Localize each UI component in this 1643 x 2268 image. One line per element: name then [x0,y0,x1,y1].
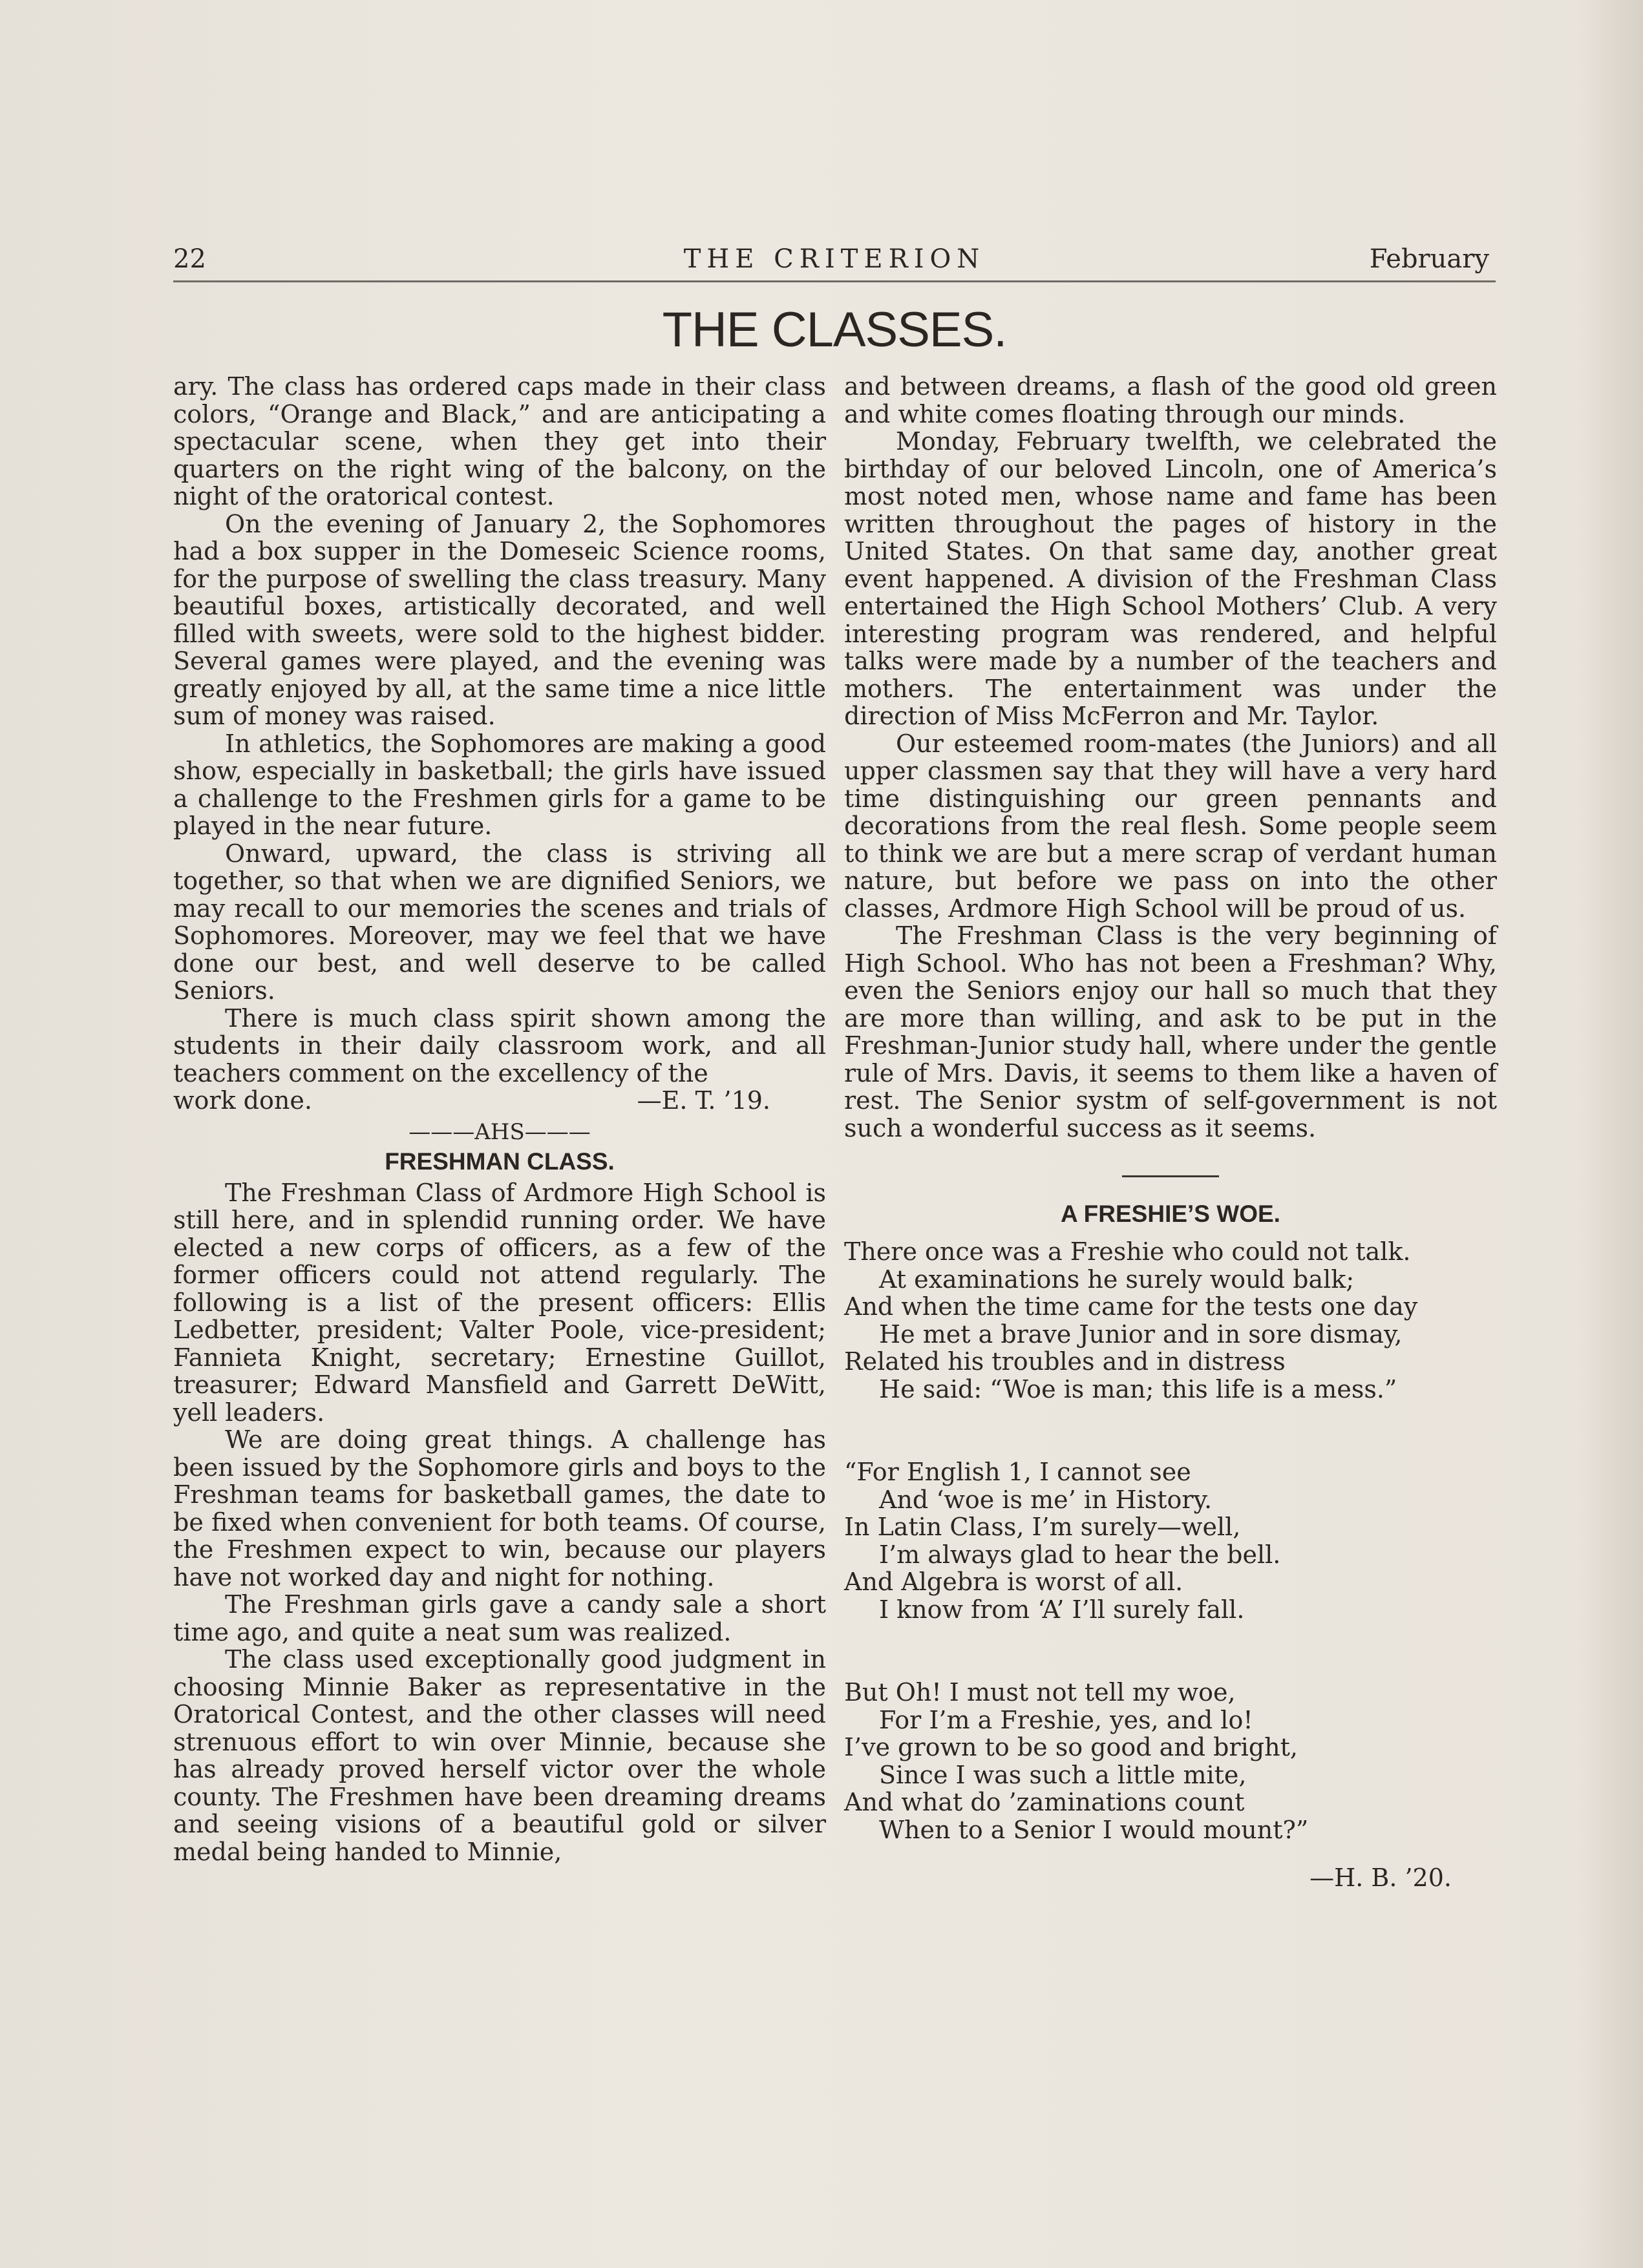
poem-line: There once was a Freshie who could not talk. [844,1237,1411,1266]
poem-line: And when the time came for the tests one day [844,1292,1418,1321]
poem-stanza-1 [844,1238,1497,1403]
freshman-beginning-paragraph: The Freshman Class is the very beginning of High School. Who has not been a Freshman? Why, even the Seniors enjoy our hall so much that they are more than willing, and ask to be put in the Freshman-Junior study hall, where under the gentle rule of Mrs. Davis, it seems to them like a haven of rest. The Senior systm of self-government is not such a wonderful success as it seems. [844,921,1497,1142]
poem-line: Since I was such a little mite, [879,1760,1247,1789]
poem-title: A FRESHIE’S WOE. [1061,1201,1280,1227]
left-column [173,373,826,1865]
freshman-officers-paragraph: The Freshman Class of Ardmore High School is still here, and in splendid running order. We have elected a new corps of officers, as a few of the former officers could not attend regularly. The following is a list of the present officers: Ellis Ledbetter, president; Valter Poole, vice-president; Fannieta Knight, secretary; Ernestine Guillot, treasurer; Edward Mansfield and Garrett DeWitt, yell leaders. [173,1178,826,1427]
sophomore-signature-line [173,1087,826,1115]
freshman-dreams-paragraph: and between dreams, a flash of the good old green and white comes floating through our minds. [844,372,1497,428]
freshman-challenge-paragraph: We are doing great things. A challenge has been issued by the Sophomore girls and boys to the Freshman teams for basketball games, the date to be fixed when convenient for both teams. Of course, the Freshmen expect to win, because our players have not worked day and night for nothing. [173,1425,826,1591]
poem-line: “For English 1, I cannot see [844,1458,1191,1486]
room-mates-paragraph: Our esteemed room-mates (the Juniors) and all upper classmen say that they will have a very hard time distinguishing our green pennants and decorations from the real flesh. Some people seem to think we are but a mere scrap of verdant human nature, but before we pass on into the other classes, Ardmore High School will be proud of us. [844,729,1497,923]
poem-line: He met a brave Junior and in sore dismay, [879,1319,1403,1349]
poem-line: I’m always glad to hear the bell. [879,1540,1281,1569]
sophomore-onward-paragraph: Onward, upward, the class is striving all together, so that when we are dignified Seniors, we may recall to our memories the scenes and trials of Sophomores. Moreover, may we feel that we have done our best, and well deserve to be called Seniors. [173,839,826,1005]
poem-stanza-2 [844,1458,1497,1623]
poem-line: When to a Senior I would mount?” [879,1815,1309,1844]
sophomore-signature: —E. T. ’19. [637,1086,770,1115]
section-title: THE CLASSES. [662,302,1007,357]
poem-line: I’ve grown to be so good and bright, [844,1733,1298,1761]
lincoln-birthday-paragraph: Monday, February twelfth, we celebrated the birthday of our beloved Lincoln, one of America’s most noted men, whose name and fame has been written throughout the pages of history in the United States. On that same day, another great event happened. A division of the Freshman Class entertained the High School Mothers’ Club. A very interesting program was rendered, and helpful talks were made by a number of the teachers and mothers. The entertainment was under the direction of Miss McFerron and Mr. Taylor. [844,427,1497,730]
poem-signature: —H. B. ’20. [1309,1864,1452,1892]
poem [844,1238,1497,1892]
issue-month: February [1369,244,1489,274]
running-head [173,240,1496,282]
poem-stanza-3 [844,1679,1497,1843]
poem-line: But Oh! I must not tell my woe, [844,1678,1236,1706]
poem-line: And Algebra is worst of all. [844,1568,1183,1596]
sophomore-paragraph-continued: ary. The class has ordered caps made in their class colors, “Orange and Black,” and are anticipating a spectacular scene, when they get into their quarters on the right wing of the balcony, on the night of the oratorical contest. [173,372,826,510]
poem-line: He said: “Woe is man; this life is a mess.” [879,1374,1397,1403]
sophomore-spirit-paragraph: There is much class spirit shown among the students in their daily classroom work, and all teachers comment on the excellency of the [173,1003,826,1087]
sophomore-last-words: work done. [173,1086,312,1115]
sophomore-athletics-paragraph: In athletics, the Sophomores are making a good show, especially in basketball; the girls have issued a challenge to the Freshmen girls for a game to be played in the near future. [173,729,826,840]
poem-line: Related his troubles and in distress [844,1347,1286,1376]
section-divider [1122,1175,1219,1177]
journal-title: THE CRITERION [683,244,986,274]
poem-line: For I’m a Freshie, yes, and lo! [879,1705,1253,1734]
page-number: 22 [173,244,206,274]
right-column [844,373,1497,1892]
sophomore-box-supper-paragraph: On the evening of January 2, the Sophomores had a box supper in the Domeseic Science rooms, for the purpose of swelling the class treasury. Many beautiful boxes, artistically decorated, and well filled with sweets, were sold to the highest bidder. Several games were played, and the evening was greatly enjoyed by all, at the same time a nice little sum of money was raised. [173,509,826,730]
freshman-candy-sale-paragraph: The Freshman girls gave a candy sale a short time ago, and quite a neat sum was realized. [173,1590,826,1646]
poem-line: At examinations he surely would balk; [879,1265,1355,1294]
freshman-oratorical-paragraph: The class used exceptionally good judgment in choosing Minnie Baker as representative in the Oratorical Contest, and the other classes will need strenuous effort to win over Minnie, because she has already proved herself victor over the whole county. The Freshmen have been dreaming dreams and seeing visions of a beautiful gold or silver medal being handed to Minnie, [173,1645,826,1866]
poem-line: And ‘woe is me’ in History. [879,1485,1213,1514]
poem-line: I know from ‘A’ I’ll surely fall. [879,1595,1245,1624]
poem-line: And what do ’zaminations count [844,1788,1245,1816]
freshman-class-heading: FRESHMAN CLASS. [385,1148,615,1175]
ahs-separator: ———AHS——— [408,1118,591,1145]
poem-line: In Latin Class, I’m surely—well, [844,1513,1241,1541]
